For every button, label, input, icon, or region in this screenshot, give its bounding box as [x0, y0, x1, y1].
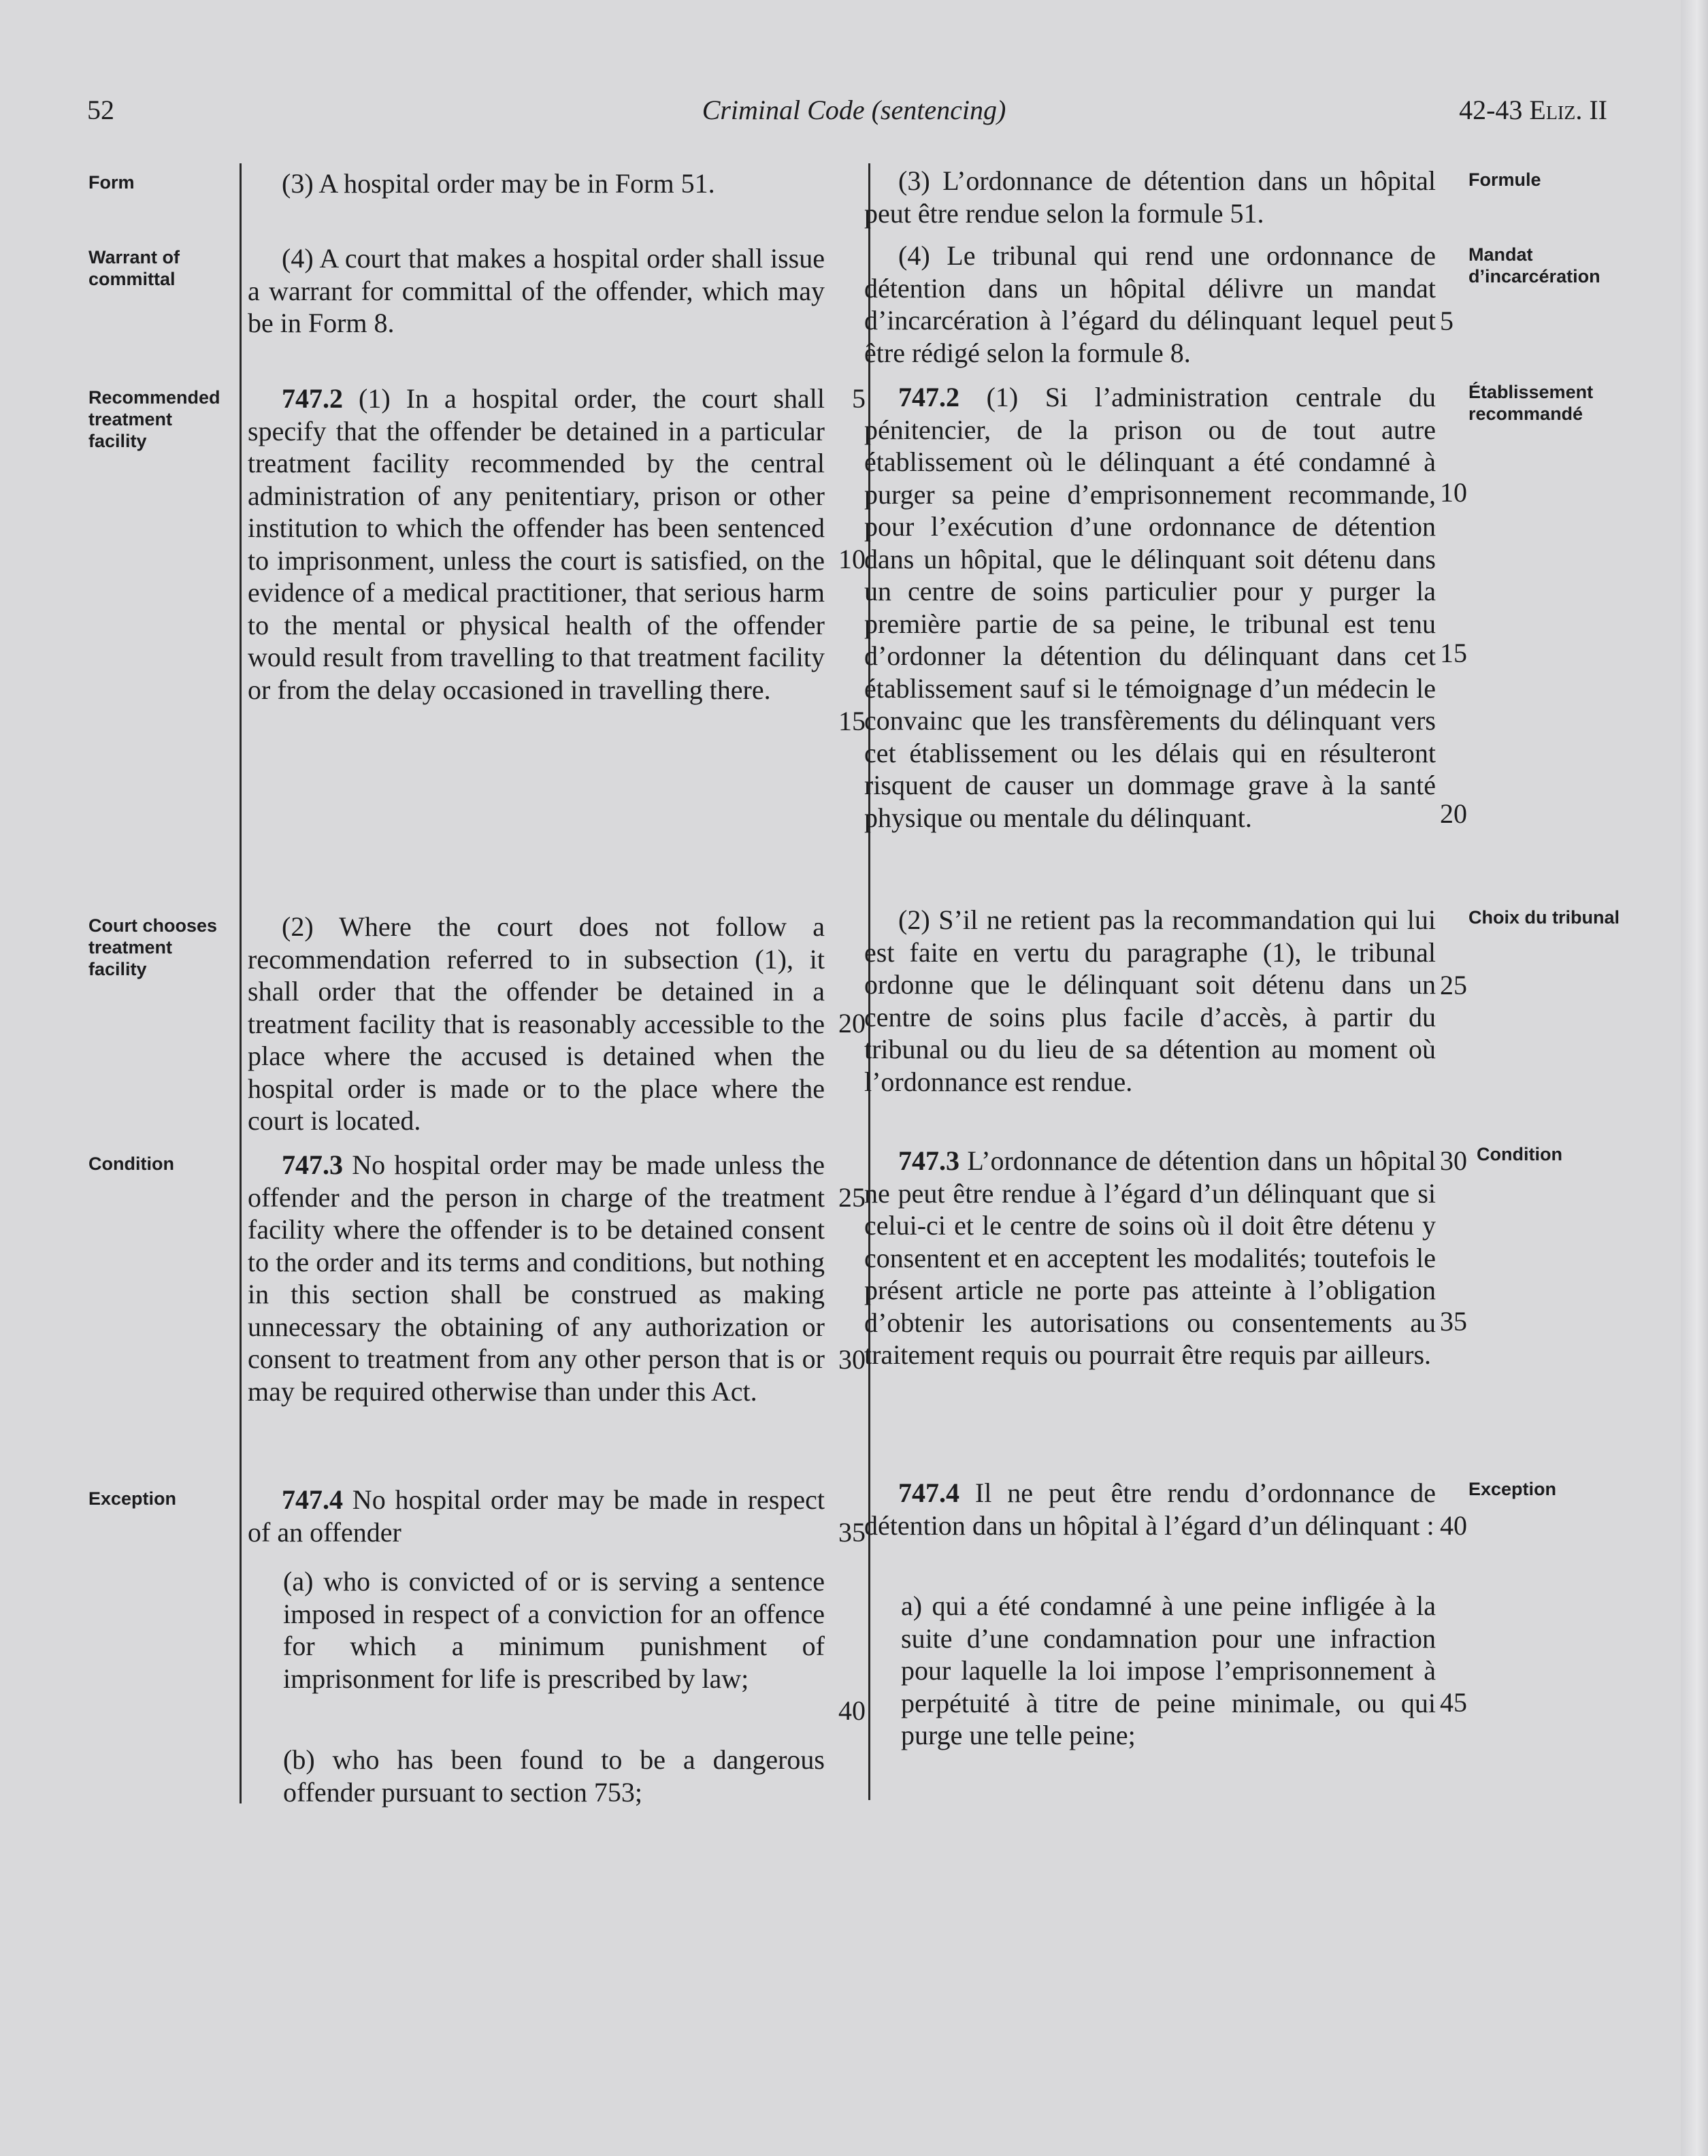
margin-note-form: Form: [88, 172, 135, 193]
en-subsection-747-2-2: (2) Where the court does not follow a recommendation referred to in subsection (1), it shall order that the offender be detained in a treatment facility that is reasonably accessible to the place where the accused is detained when the hospital order is made or to the place where the court is located.: [248, 911, 825, 1136]
margin-note-mandat: Mandat d’incarcération: [1468, 244, 1600, 287]
fr-section-747-4: 747.4 Il ne peut être rendu d’ordonnance de détention dans un hôpital à l’égard d’un délinquant :: [864, 1477, 1436, 1541]
en-line-number: 40: [838, 1695, 866, 1726]
fr-line-number: 15: [1440, 638, 1467, 668]
en-line-number: 25: [838, 1182, 866, 1213]
margin-note-choix: Choix du tribunal: [1468, 907, 1620, 928]
margin-note-recommended: Recommended treatment facility: [88, 387, 220, 451]
fr-line-number: 45: [1440, 1687, 1467, 1718]
en-section-747-2: 747.2 (1) In a hospital order, the court shall specify that the offender be detained in a particular treatment facility recommended by the central administration of any penitentiary, prison or other institution to which the offender has been sentenced to imprisonment, unless the court is satisfied, on the evidence of a medical practitioner, that serious harm to the mental or physical health of the offender would result from travelling to that treatment facility or from the delay occasioned in travelling there.: [248, 383, 825, 705]
margin-note-warrant: Warrant of committal: [88, 247, 180, 289]
fr-subsection-formule: (3) L’ordonnance de détention dans un hôpital peut être rendue selon la formule 51.: [864, 165, 1436, 229]
fr-line-number: 40: [1440, 1510, 1467, 1541]
bill-reference: [1459, 94, 1607, 126]
margin-note-formule: Formule: [1468, 169, 1541, 190]
fr-subsection-mandat: (4) Le tribunal qui rend une ordonnance de détention dans un hôpital délivre un mandat d’incarcération à l’égard du délinquant lequel peut être rédigé selon la formule 8.: [864, 240, 1436, 368]
page-number: 52: [87, 95, 114, 125]
en-subsection-form: (3) A hospital order may be in Form 51.: [282, 168, 715, 199]
en-line-number: 30: [838, 1344, 866, 1375]
margin-note-exception: Exception: [88, 1488, 177, 1509]
en-line-number: 10: [838, 544, 866, 574]
en-paragraph-a: (a) who is convicted of or is serving a sentence imposed in respect of a conviction for an offence for which a minimum punishment of imprisonment for life is prescribed by law;: [283, 1566, 825, 1694]
fr-line-number: 35: [1440, 1306, 1467, 1337]
margin-note-condition: Condition: [88, 1154, 174, 1174]
page-edge: [1681, 0, 1708, 2156]
margin-note-condition-fr: Condition: [1477, 1144, 1562, 1164]
margin-note-court-chooses: Court chooses treatment facility: [88, 915, 218, 979]
fr-line-number: 5: [1440, 306, 1454, 336]
bill-ref-prefix: 42-43: [1459, 95, 1530, 125]
running-title: Criminal Code (sentencing): [702, 95, 1006, 125]
fr-section-747-2: 747.2 (1) Si l’administration centrale du pénitencier, de la prison ou de tout autre établissement où le délinquant a été condamné à purger sa peine d’emprisonnement recommande, pour l’exécution d’une ordonnance de détention dans un hôpital, que le délinquant soit détenu dans un centre de soins particulier pour y purger la première partie de sa peine, le tribunal est tenu d’ordonner la détention du délinquant dans cet établissement sauf si le témoignage d’un médecin le convainc que les transfèrements du délinquant vers cet établissement ou les délais qui en résulteront risquent de causer un dommage grave à la santé physique ou mentale du délinquant.: [864, 382, 1436, 833]
fr-line-number: 20: [1440, 798, 1467, 829]
margin-note-etablissement: Établissement recommandé: [1468, 382, 1594, 424]
en-paragraph-b: (b) who has been found to be a dangerous offender pursuant to section 753;: [283, 1744, 825, 1808]
left-column-rule: [240, 163, 242, 1803]
bill-ref-eliz: Eliz.: [1529, 95, 1583, 125]
en-section-747-4: 747.4 No hospital order may be made in respect of an offender: [248, 1484, 825, 1548]
en-line-number: 20: [838, 1008, 866, 1039]
fr-subsection-747-2-2: (2) S’il ne retient pas la recommandation qui lui est faite en vertu du paragraphe (1), le tribunal ordonne que le délinquant soit détenu dans un centre de soins plus facile d’accès, à partir du tribunal ou du lieu de sa détention au moment où l’ordonnance est rendue.: [864, 904, 1436, 1097]
fr-line-number: 25: [1440, 970, 1467, 1000]
bill-ref-suffix: II: [1582, 95, 1607, 125]
en-line-number: 15: [838, 706, 866, 736]
margin-note-exception-fr: Exception: [1468, 1479, 1557, 1499]
fr-line-number: 30: [1440, 1145, 1467, 1176]
fr-section-747-3: 747.3 L’ordonnance de détention dans un hôpital ne peut être rendue à l’égard d’un délinquant que si celui-ci et le centre de soins où il doit être détenu y consentent et en acceptent les modalités; toutefois le présent article ne porte pas atteinte à l’obligation d’obtenir les autorisations ou consentements au traitement requis ou pourrait être requis par ailleurs.: [864, 1145, 1436, 1370]
fr-paragraph-a: a) qui a été condamné à une peine infligée à la suite d’une condamnation pour une infraction pour laquelle la loi impose l’emprisonnement à perpétuité à titre de peine minimale, ou qui purge une telle peine;: [901, 1590, 1436, 1750]
en-line-number: 5: [852, 383, 866, 414]
fr-line-number: 10: [1440, 477, 1467, 508]
en-subsection-warrant: (4) A court that makes a hospital order shall issue a warrant for committal of the offender, which may be in Form 8.: [248, 243, 825, 338]
en-line-number: 35: [838, 1517, 866, 1548]
en-section-747-3: 747.3 No hospital order may be made unless the offender and the person in charge of the treatment facility where the offender is to be detained consent to the order and its terms and conditions, but nothing in this section shall be construed as making unnecessary the obtaining of any authorization or consent to treatment from any other person that is or may be required otherwise than under this Act.: [248, 1149, 825, 1407]
